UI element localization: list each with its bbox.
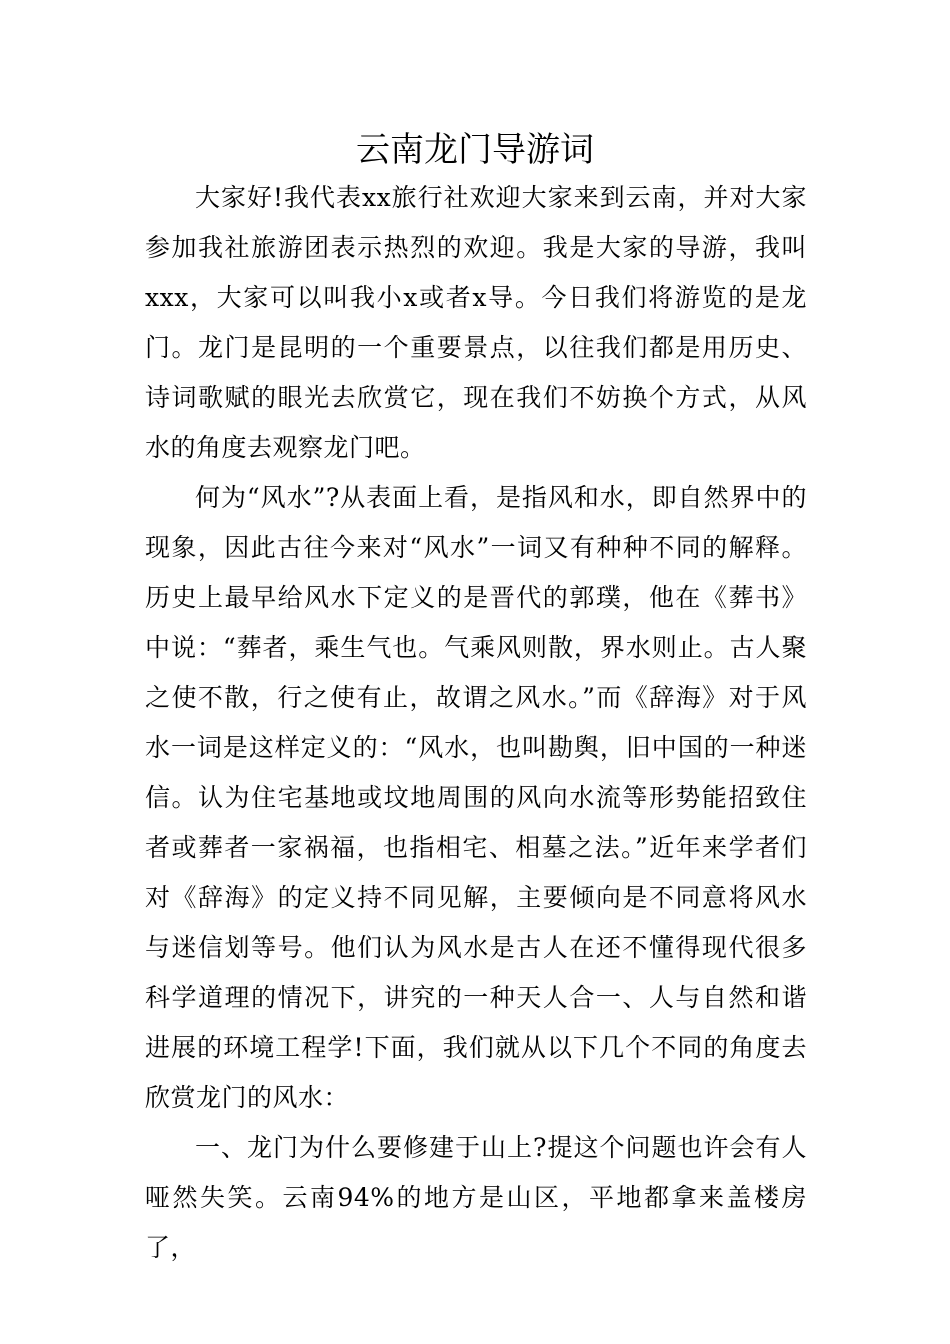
paragraph-fengshui-definition: 何为“风水”?从表面上看，是指风和水，即自然界中的现象，因此古往今来对“风水”一词又有种种不同的解释。历史上最早给风水下定义的是晋代的郭璞，他在《葬书》中说：“葬者，乘生气也。气乘风则散，界水则止。古人聚之使不散，行之使有止，故谓之风水。”而《辞海》对于风水一词是这样定义的：“风水，也叫勘舆，旧中国的一种迷信。认为住宅基地或坟地周围的风向水流等形势能招致住者或葬者一家祸福，也指相宅、相墓之法。”近年来学者们对《辞海》的定义持不同见解，主要倾向是不同意将风水与迷信划等号。他们认为风水是古人在还不懂得现代很多科学道理的情况下，讲究的一种天人合一、人与自然和谐进展的环境工程学!下面，我们就从以下几个不同的角度去欣赏龙门的风水： (145, 483, 807, 1112)
document-title: 云南龙门导游词 (356, 130, 594, 170)
paragraph-intro: 大家好!我代表xx旅行社欢迎大家来到云南，并对大家参加我社旅游团表示热烈的欢迎。我是大家的导游，我叫xxx，大家可以叫我小x或者x导。今日我们将游览的是龙门。龙门是昆明的一个重要景点，以往我们都是用历史、诗词歌赋的眼光去欣赏它，现在我们不妨换个方式，从风水的角度去观察龙门吧。 (145, 183, 807, 462)
paragraph-section-one: 一、龙门为什么要修建于山上?提这个问题也许会有人哑然失笑。云南94%的地方是山区，平地都拿来盖楼房了， (145, 1133, 807, 1262)
document-body (145, 173, 807, 1273)
